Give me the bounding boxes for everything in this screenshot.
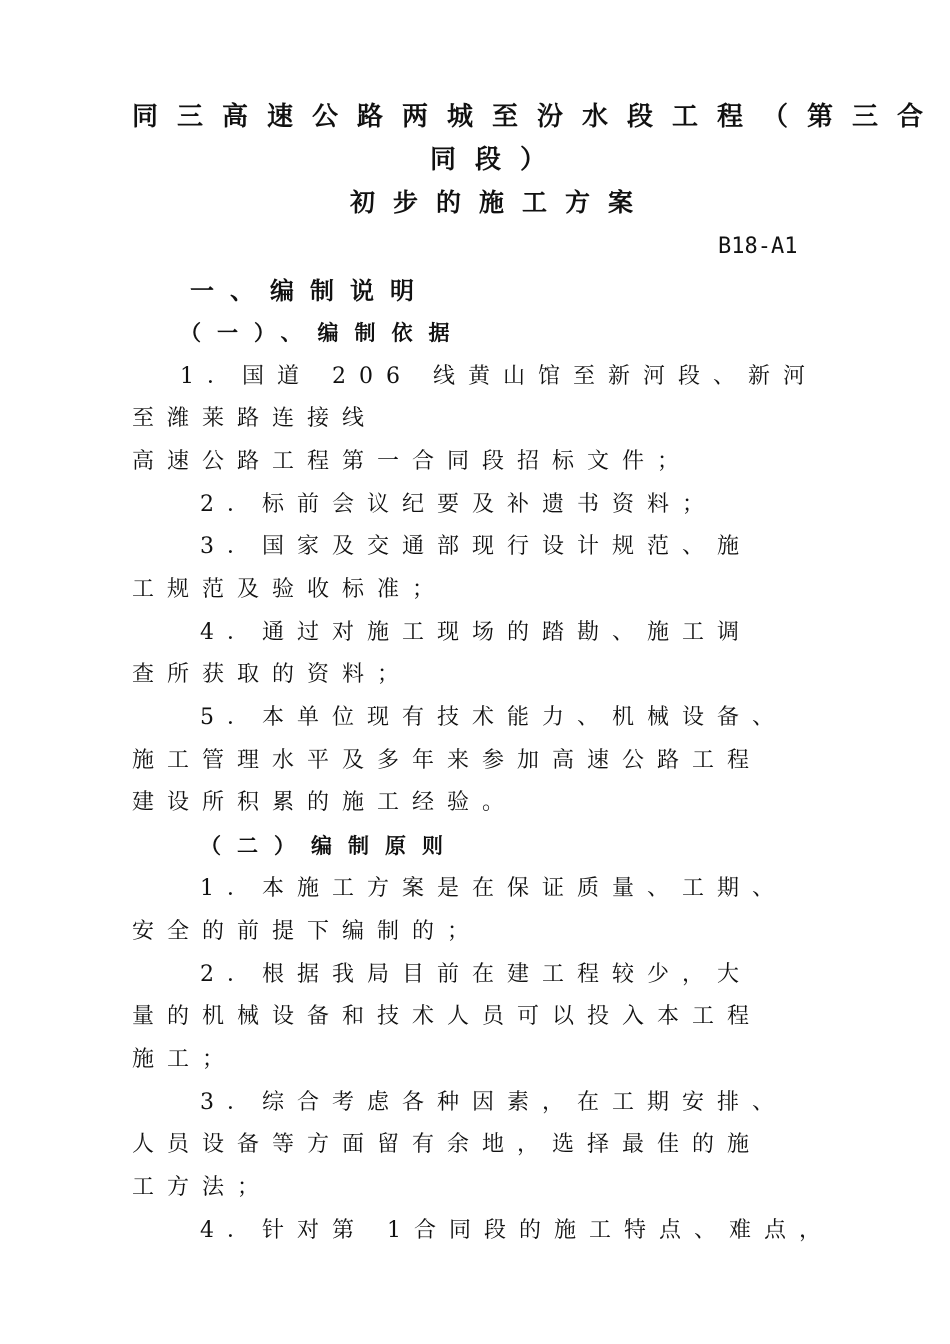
- para-line: 高速公路工程第一合同段招标文件；: [132, 449, 693, 474]
- para-line: 建设所积累的施工经验。: [132, 790, 518, 815]
- para-line: 施工；: [132, 1047, 238, 1072]
- para-line: 施工管理水平及多年来参加高速公路工程: [132, 748, 763, 773]
- para-line: 人员设备等方面留有余地，选择最佳的施: [132, 1132, 763, 1157]
- doc-code: B18-A1: [718, 234, 798, 259]
- subsection-heading-1: （一）、编制依据: [180, 320, 466, 345]
- para-line: 安全的前提下编制的；: [132, 919, 483, 944]
- para-line: 1．本施工方案是在保证质量、工期、: [200, 876, 787, 901]
- para-line: 4．针对第 1合同段的施工特点、难点，: [200, 1218, 834, 1243]
- para-line: 2．标前会议纪要及补遗书资料；: [200, 492, 717, 517]
- subsection-heading-2: （二）编制原则: [200, 833, 459, 858]
- para-line: 4．通过对施工现场的踏勘、施工调: [200, 620, 752, 645]
- doc-title-line-2: 同段）: [430, 145, 566, 175]
- para-line: 查所获取的资料；: [132, 662, 413, 687]
- para-line: 3．国家及交通部现行设计规范、施: [200, 534, 752, 559]
- para-line: 工规范及验收标准；: [132, 577, 448, 602]
- para-line: 工方法；: [132, 1175, 273, 1200]
- para-line: 量的机械设备和技术人员可以投入本工程: [132, 1004, 763, 1029]
- para-line: 1．国道 206 线黄山馆至新河段、新河: [180, 364, 818, 389]
- doc-title-line-1: 同三高速公路两城至汾水段工程（第三合: [132, 102, 943, 132]
- para-line: 至潍莱路连接线: [132, 406, 378, 431]
- section-heading-1: 一、编制说明: [190, 276, 430, 305]
- para-line: 2．根据我局目前在建工程较少，大: [200, 962, 752, 987]
- para-line: 5．本单位现有技术能力、机械设备、: [200, 705, 787, 730]
- para-line: 3．综合考虑各种因素，在工期安排、: [200, 1090, 787, 1115]
- doc-subtitle: 初步的施工方案: [350, 188, 652, 217]
